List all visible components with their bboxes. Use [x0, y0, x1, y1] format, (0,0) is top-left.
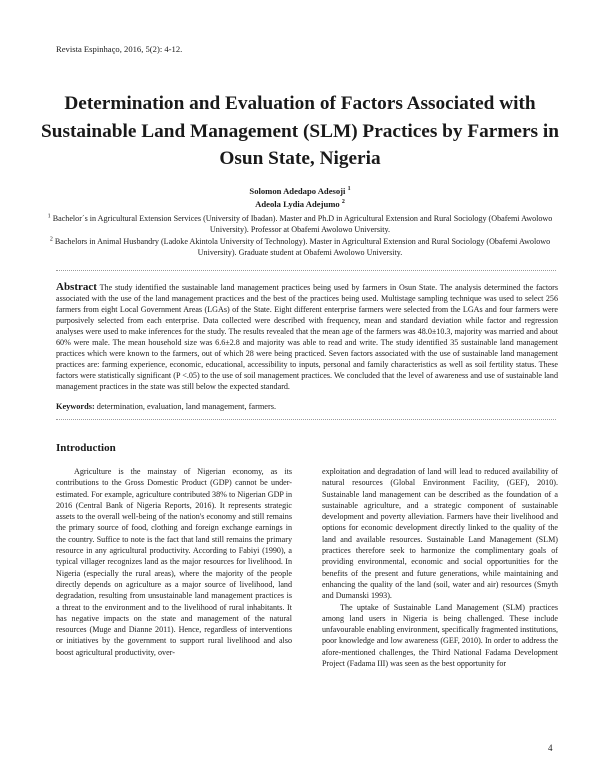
author-2-marker: 2 [341, 199, 345, 206]
affiliation-1-marker: 1 [47, 213, 51, 220]
intro-paragraph-2: The uptake of Sustainable Land Management (SLM) practices among land users in Nigeria is being challenged. These include unfavourable enabling environment, specifically fragmented institutions, poor knowledge and low awareness (GEF, 2010). In order to address the afore-mentioned challenges, the Third National Fadama Development Project (Fadama III) was seen as the best opportunity for [322, 602, 558, 669]
journal-reference: Revista Espinhaço, 2016, 5(2): 4-12. [56, 44, 183, 54]
affiliation-2-text: Bachelors in Animal Husbandry (Ladoke Akintola University of Technology). Master in Agricultural Extension and Rural Sociology (Obafemi Awolowo University). Graduate student at Obafemi Awolowo University. [54, 236, 551, 257]
affiliations [40, 213, 560, 258]
introduction-heading: Introduction [56, 442, 116, 454]
page-number: 4 [548, 743, 553, 753]
author-1-name: Solomon Adedapo Adesoji [249, 186, 346, 196]
intro-paragraph-1-continued: exploitation and degradation of land will lead to reduced availability of natural resources (Global Environment Facility, (GEF), 2010). Sustainable land management can be described as the foundation of a sustainable agriculture, and a strategic component of sustainable development and poverty alleviation. Farmers have their livelihood and options for economic development directly linked to the quality of the land and available resources. Sustainable Land Management (SLM) practices therefore seek to harmonize the complimentary goals of providing environmental, economic and social opportunities for the benefits of the present and future generations, while maintaining and enhancing the quality of the land (soil, water and air) resources (Smyth and Dumanski 1993). [322, 467, 558, 601]
abstract [56, 282, 558, 392]
affiliation-2 [40, 236, 560, 259]
keywords [56, 402, 558, 411]
divider-bottom [56, 419, 556, 420]
author-2 [0, 198, 600, 211]
author-2-name: Adeola Lydia Adejumo [255, 199, 340, 209]
author-list [0, 185, 600, 211]
keywords-heading: Keywords: [56, 402, 95, 411]
abstract-text: The study identified the sustainable land management practices being used by farmers in Osun State. The analysis determined the factors associated with the use of the land management practices and the best of the practices being used. Multistage sampling technique was used to select 256 farmers from eight Local Government Areas (LGAs) of the State. Eight different enterprise farmers were selected from the LGAs and four farmers were purposively selected from each enterprise. Data collected were described with frequency, mean and standard deviation while factor and regression analyses were used to make inferences for the study. The results revealed that the mean age of the farmers was 48.0±10.3, majority was married and about 60% were male. The mean household size was 6.6±2.8 and majority was able to read and write. The study identified 35 sustainable land management practices which were known to the farmers, out of which 28 were being practiced. Seven factors associated with the use of sustainable land management practices are: farming experience, economic, educational, accessibility to inputs, personal and family characteristics as well as soil fertility status. These factors were statistically significant (P <.05) to the use of soil management practices. We concluded that the level of awareness and use of sustainable land management practices in the state was still below the expected standard. [56, 283, 558, 392]
affiliation-2-marker: 2 [49, 235, 53, 242]
keywords-text: determination, evaluation, land management, farmers. [96, 402, 277, 411]
divider-top [56, 270, 556, 271]
author-1-marker: 1 [347, 186, 351, 193]
intro-paragraph-1: Agriculture is the mainstay of Nigerian economy, as its contributions to the Gross Domestic Product (GDP) cannot be under-estimated. For example, agriculture contributed 38% to Nigerian GDP in 2016 (Central Bank of Nigeria Reports, 2016). It represents strategic assets to the overall well-being of the nation's economy and still remains the primary source of food, clothing and foreign exchange earnings in the country. Suffice to note is the fact that land still remains the primary resource in any agricultural productivity. According to Fabiyi (1990), a typical villager recognizes land as the major resources for livelihood. In Nigeria (especially the rural areas), where the majority of the people directly depends on agriculture as a major source of livelihood, land degradation, resulting from unsustainable land management practices is a threat to the environment and to the livelihood of rural inhabitants. It has negative impacts on the state and management of the natural resources (Muge and Dianne 2011). Hence, regardless of interventions or initiatives by the government to support rural livelihood and also boost agricultural productivity, over- [56, 467, 292, 657]
affiliation-1-text: Bachelor´s in Agricultural Extension Services (University of Ibadan). Master and Ph.D in Agricultural Extension and Rural Sociology (Obafemi Awolowo University). Professor at Obafemi Awolowo University. [52, 214, 553, 235]
paper-title: Determination and Evaluation of Factors Associated with Sustainable Land Management (SLM) Practices by Farmers in Osun State, Nigeria [41, 93, 559, 169]
body-column-right [322, 466, 558, 669]
abstract-heading: Abstract [56, 281, 97, 293]
body-column-left [56, 466, 292, 658]
affiliation-1 [40, 213, 560, 236]
author-1 [0, 185, 600, 198]
